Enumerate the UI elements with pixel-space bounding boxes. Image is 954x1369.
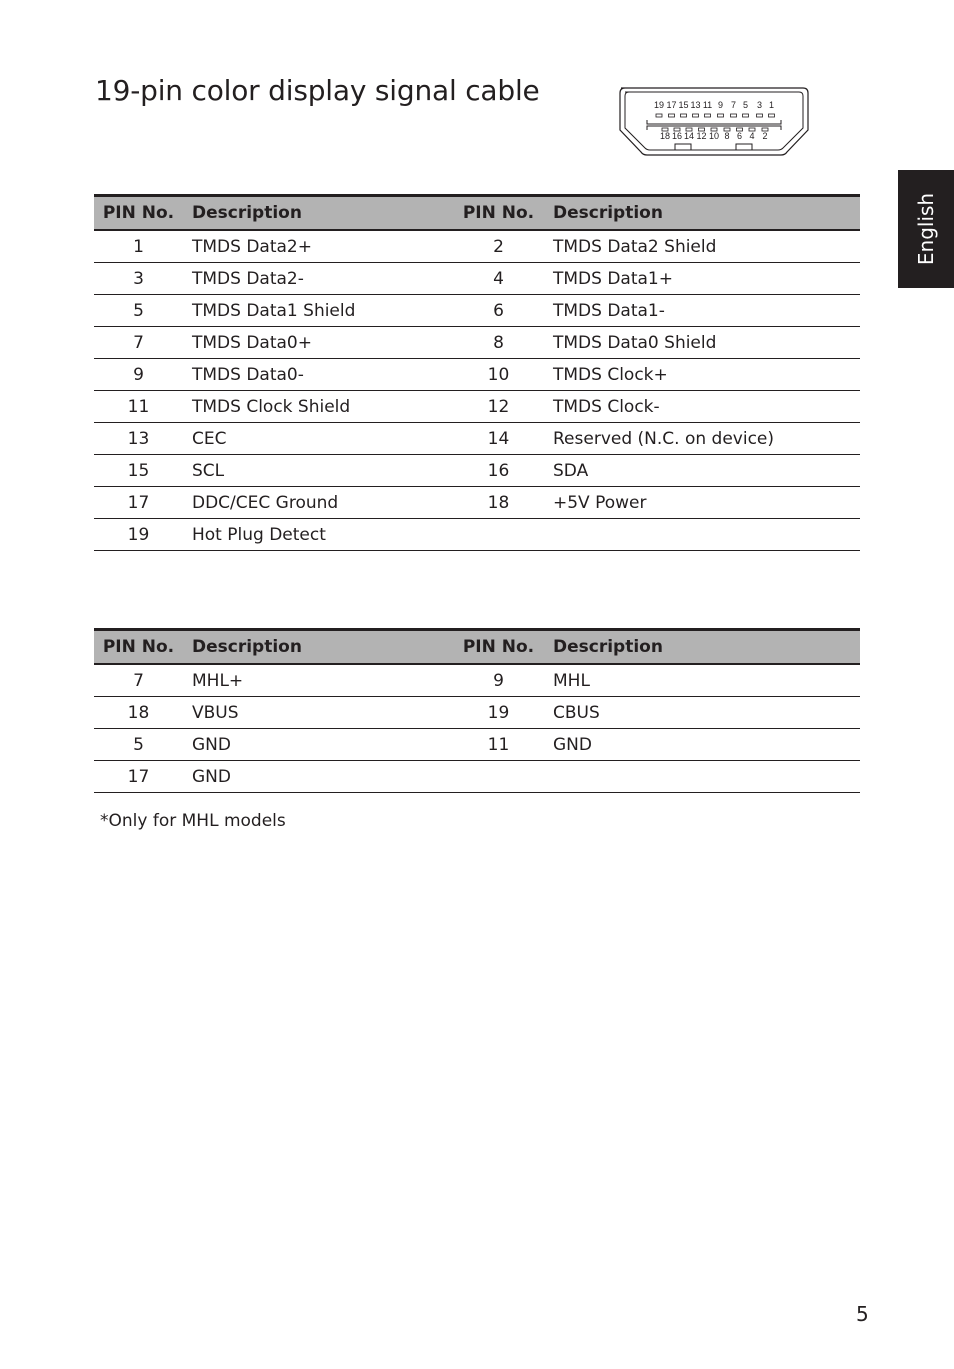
description-cell: TMDS Clock- [544,391,860,423]
language-tab-label: English [914,192,938,266]
description-cell: TMDS Data2- [183,263,453,295]
pin-number-cell: 16 [453,455,544,487]
table-row [94,455,860,487]
connector-pin-label: 16 [671,131,683,141]
connector-pin [705,114,711,117]
description-cell: TMDS Clock+ [544,359,860,391]
description-cell: DDC/CEC Ground [183,487,453,519]
description-cell: TMDS Data2+ [183,230,453,263]
connector-pin-label: 18 [659,131,671,141]
connector-pin-label: 3 [756,100,763,110]
pin-number-cell: 3 [94,263,183,295]
connector-pin [718,114,724,117]
pin-number-cell: 19 [453,697,544,729]
connector-pin-label: 13 [690,100,701,110]
language-tab [898,170,954,288]
pin-number-cell: 14 [453,423,544,455]
pin-number-cell: 10 [453,359,544,391]
connector-pin [757,114,763,117]
description-cell: Reserved (N.C. on device) [544,423,860,455]
pin-number-cell: 11 [453,729,544,761]
table-row [94,327,860,359]
pin-number-cell: 17 [94,761,183,793]
hdmi-connector-diagram [617,86,811,158]
description-cell: CEC [183,423,453,455]
description-cell: SDA [544,455,860,487]
connector-pin-label: 9 [717,100,724,110]
pin-number-cell: 7 [94,664,183,697]
connector-pin-label: 10 [708,131,720,141]
pin-assignment-table [94,194,860,551]
connector-pin-label: 8 [724,131,730,141]
header-pin-no: PIN No. [453,196,544,231]
description-cell: TMDS Data0+ [183,327,453,359]
pin-number-cell: 17 [94,487,183,519]
connector-pin-label: 14 [683,131,695,141]
description-cell: TMDS Data1 Shield [183,295,453,327]
description-cell [544,761,860,793]
table-header-row [94,196,860,231]
connector-pin [656,114,662,117]
table-row [94,519,860,551]
connector-pin-label: 7 [730,100,737,110]
description-cell: CBUS [544,697,860,729]
pin-number-cell: 9 [94,359,183,391]
connector-pin-label: 5 [742,100,749,110]
table-row [94,423,860,455]
pin-number-cell: 15 [94,455,183,487]
connector-pin [731,114,737,117]
connector-pin-label: 4 [749,131,755,141]
header-description: Description [544,196,860,231]
table-row [94,359,860,391]
table-row [94,295,860,327]
description-cell: TMDS Data2 Shield [544,230,860,263]
table-row [94,391,860,423]
connector-pin-label: 11 [702,100,713,110]
pin-number-cell: 4 [453,263,544,295]
table-header-row [94,630,860,665]
connector-pin-label: 1 [768,100,775,110]
description-cell: VBUS [183,697,453,729]
connector-pin [681,114,687,117]
table-row [94,230,860,263]
pin-number-cell: 9 [453,664,544,697]
pin-number-cell [453,761,544,793]
page-number: 5 [856,1302,869,1326]
connector-pin-label: 15 [678,100,689,110]
description-cell: GND [183,761,453,793]
pin-number-cell: 6 [453,295,544,327]
header-pin-no: PIN No. [94,196,183,231]
footnote: *Only for MHL models [100,811,286,831]
connector-pin [693,114,699,117]
table-row [94,263,860,295]
connector-pin [669,114,675,117]
table-row [94,761,860,793]
pin-number-cell: 18 [453,487,544,519]
description-cell: TMDS Data1+ [544,263,860,295]
pin-number-cell [453,519,544,551]
table-row [94,664,860,697]
description-cell: +5V Power [544,487,860,519]
pin-number-cell: 7 [94,327,183,359]
header-pin-no: PIN No. [94,630,183,665]
description-cell: TMDS Data1- [544,295,860,327]
description-cell: Hot Plug Detect [183,519,453,551]
header-description: Description [183,196,453,231]
description-cell: SCL [183,455,453,487]
pin-number-cell: 13 [94,423,183,455]
connector-pin-label: 17 [666,100,677,110]
table-row [94,697,860,729]
connector-pin [743,114,749,117]
description-cell: MHL [544,664,860,697]
connector-pin-label: 19 [653,100,665,110]
pin-number-cell: 2 [453,230,544,263]
connector-pin [769,114,775,117]
pin-number-cell: 5 [94,729,183,761]
description-cell: TMDS Data0- [183,359,453,391]
connector-pin-label: 12 [696,131,707,141]
description-cell: GND [544,729,860,761]
pin-number-cell: 19 [94,519,183,551]
description-cell: GND [183,729,453,761]
table-row [94,487,860,519]
pin-number-cell: 11 [94,391,183,423]
description-cell: MHL+ [183,664,453,697]
pin-number-cell: 12 [453,391,544,423]
header-description: Description [544,630,860,665]
header-pin-no: PIN No. [453,630,544,665]
connector-pin-label: 2 [762,131,768,141]
connector-pin-label: 6 [736,131,743,141]
table-row [94,729,860,761]
pin-number-cell: 5 [94,295,183,327]
page-title: 19-pin color display signal cable [95,74,540,107]
description-cell: TMDS Clock Shield [183,391,453,423]
description-cell: TMDS Data0 Shield [544,327,860,359]
description-cell [544,519,860,551]
mhl-pin-table [94,628,860,793]
pin-number-cell: 1 [94,230,183,263]
header-description: Description [183,630,453,665]
pin-number-cell: 8 [453,327,544,359]
pin-number-cell: 18 [94,697,183,729]
